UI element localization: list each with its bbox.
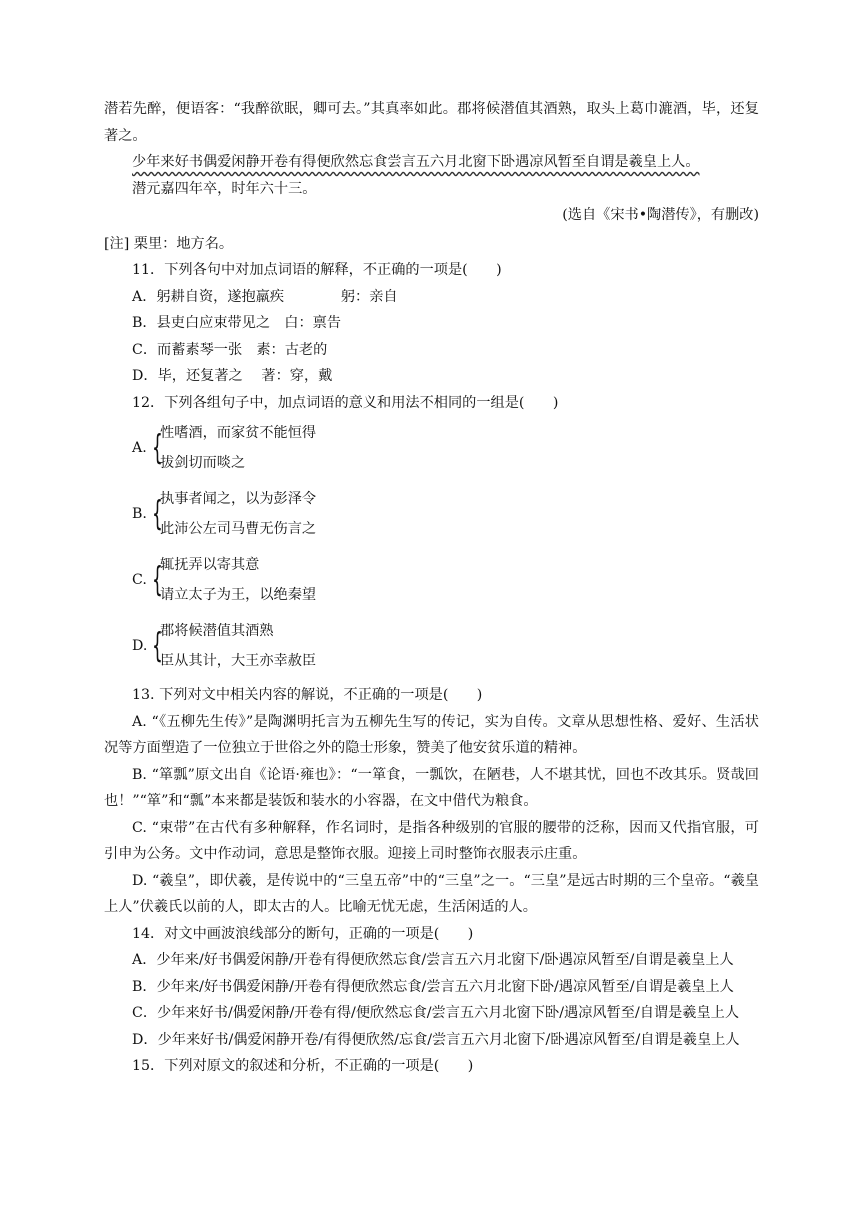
question-11-option-c: C．而蓄素琴一张 素：古老的 (132, 341, 328, 358)
question-11-option-a: A．躬耕自资，遂抱羸疾 躬：亲自 (132, 288, 398, 305)
group-label: B. (132, 506, 147, 522)
left-brace-icon: { (152, 494, 163, 534)
group-line: 此沛公左司马曹无伤言之 (160, 521, 317, 537)
question-13-option-b: B. “箪瓢”原文出自《论语·雍也》：“一箪食，一瓢饮，在陋巷，人不堪其忧，回也不改其乐。贤哉回也！”“箪”和“瓢”本来都是装饭和装水的小容器，在文中借代为粮食。 (104, 766, 759, 809)
group-line: 拔剑切而啖之 (160, 455, 246, 471)
question-15-stem: 15．下列对原文的叙述和分析，不正确的一项是( ) (132, 1058, 474, 1074)
group-line: 请立太子为王，以绝秦望 (160, 587, 317, 603)
question-14-option-d: D．少年来好书/偶爱闲静开卷/有得便欣然/忘食/尝言五六月北窗下/卧遇凉风暂至/自谓是羲皇上人 (132, 1031, 740, 1048)
left-brace-icon: { (152, 626, 163, 666)
group-line: 臣从其计，大王亦幸赦臣 (160, 653, 317, 669)
left-brace-icon: { (152, 560, 163, 600)
question-14-option-b: B．少年来/好书偶爱闲静/开卷有得便欣然忘食/尝言五六月北窗下卧/遇凉风暂至/自谓是羲皇上人 (132, 978, 734, 995)
question-12-group-a (132, 418, 759, 478)
group-label: C. (132, 572, 147, 588)
question-11-option-d: D．毕，还复著之 著：穿，戴 (132, 368, 333, 384)
passage-paragraph: 潜若先醉，便语客：“我醉欲眠，卿可去。”其真率如此。郡将候潜值其酒熟，取头上葛巾漉酒，毕，还复著之。 (104, 101, 759, 144)
question-12-group-d (132, 616, 759, 676)
annotation-note: [注] 栗里：地方名。 (104, 235, 234, 252)
question-14-option-a: A．少年来/好书偶爱闲静/开卷有得便欣然忘食/尝言五六月北窗下/卧遇凉风暂至/自谓是羲皇上人 (132, 952, 734, 968)
wavy-underlined-text: 少年来好书偶爱闲静开卷有得便欣然忘食尝言五六月北窗下卧遇凉风暂至自谓是羲皇上人。 (132, 154, 700, 170)
question-11-stem: 11．下列各句中对加点词语的解释，不正确的一项是( ) (132, 262, 502, 278)
left-brace-icon: { (152, 428, 163, 468)
question-12-group-b (132, 484, 759, 544)
passage-closing-line: 潜元嘉四年卒，时年六十三。 (132, 180, 317, 197)
group-line: 辄抚弄以寄其意 (160, 557, 260, 573)
source-citation: (选自《宋书•陶潜传》，有删改) (562, 207, 759, 223)
group-label: A. (132, 440, 147, 456)
group-line: 性嗜酒，而家贫不能恒得 (160, 425, 317, 441)
question-13-stem: 13. 下列对文中相关内容的解说，不正确的一项是( ) (132, 687, 483, 703)
question-14-stem: 14．对文中画波浪线部分的断句，正确的一项是( ) (132, 925, 474, 942)
group-line: 郡将候潜值其酒熟 (160, 623, 274, 639)
document-page (104, 96, 759, 1080)
group-label: D. (132, 638, 148, 654)
group-line: 执事者闻之，以为彭泽令 (160, 491, 317, 507)
question-13-option-a: A. “《五柳先生传》”是陶渊明托言为五柳先生写的传记，实为自传。文章从思想性格、爱好、生活状况等方面塑造了一位独立于世俗之外的隐士形象，赞美了他安贫乐道的精神。 (104, 713, 759, 756)
question-14-option-c: C．少年来好书/偶爱闲静/开卷有得/便欣然忘食/尝言五六月北窗下卧/遇凉风暂至/自谓是羲皇上人 (132, 1005, 740, 1021)
question-12-group-c (132, 550, 759, 610)
question-13-option-d: D. “羲皇”，即伏羲，是传说中的“三皇五帝”中的“三皇”之一。“三皇”是远古时期的三个皇帝。“羲皇上人”伏羲氏以前的人，即太古的人。比喻无忧无虑，生活闲适的人。 (104, 872, 759, 915)
question-13-option-c: C. “束带”在古代有多种解释，作名词时，是指各种级别的官服的腰带的泛称，因而又代指官服，可引申为公务。文中作动词，意思是整饰衣服。迎接上司时整饰衣服表示庄重。 (104, 819, 759, 862)
question-11-option-b: B．县吏白应束带见之 白：禀告 (132, 315, 342, 331)
passage-wavy-sentence (104, 149, 759, 176)
question-12-stem: 12．下列各组句子中，加点词语的意义和用法不相同的一组是( ) (132, 394, 559, 411)
